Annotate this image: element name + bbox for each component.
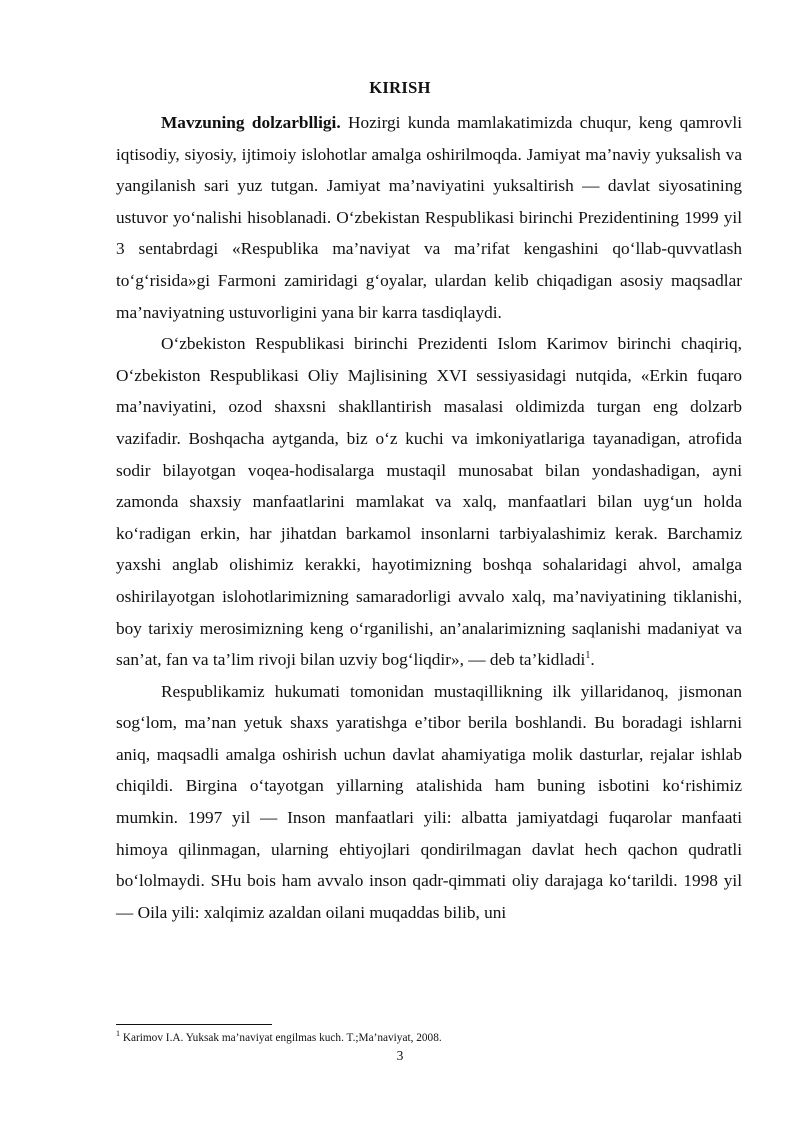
paragraph-karimov-quote [116, 328, 742, 676]
paragraph-text: Respublikamiz hukumati tomonidan mustaqillikning ilk yillaridanoq, jismonan sog‘lom, ma’nan yetuk shaxs yaratishga e’tibor berila boshlandi. Bu boradagi ishlarni aniq, maqsadli amalga oshirish uchun davlat ahamiyatiga molik dasturlar, rejalar ishlab chiqildi. Birgina o‘tayotgan yillarning atalishida ham buning isbotini ko‘rishimiz mumkin. 1997 yil — Inson manfaatlari yili: albatta jamiyatdagi fuqarolar manfaati himoya qilinmagan, ularning ehtiyojlari qondirilmagan davlat hech qachon qudratli bo‘lolmaydi. SHu bois ham avvalo inson qadr-qimmati oliy darajaga ko‘tarildi. 1998 yil — Oila yili: xalqimiz azaldan oilani muqaddas bilib, uni [116, 681, 742, 922]
paragraph-tail: . [590, 650, 595, 670]
paragraph-relevance [116, 107, 742, 328]
paragraph-text: O‘zbekiston Respublikasi birinchi Prezidenti Islom Karimov birinchi chaqiriq, O‘zbekiston Respublikasi Oliy Majlisining XVI sessiyasidagi nutqida, «Erkin fuqaro ma’naviyatini, ozod shaxsni shakllantirish masalasi oldimizda turgan eng dolzarb vazifadir. Boshqacha aytganda, biz o‘z kuchi va imkoniyatlariga tayanadigan, atrofida sodir bilayotgan voqea-hodisalarga mustaqil munosabat bilan yondashadigan, ayni zamonda shaxsiy manfaatlarini mamlakat va xalq, manfaatlari bilan uyg‘un holda ko‘radigan erkin, har jihatdan barkamol insonlarni tarbiyalashimiz kerak. Barchamiz yaxshi anglab olishimiz kerakki, hayotimizning boshqa sohalaridagi ahvol, amalga oshirilayotgan islohotlarimizning samaradorligi avvalo xalq, ma’naviyatining tiklanishi, boy tarixiy merosimizning keng o‘rganilishi, an’analarimizning saqlanishi madaniyat va san’at, fan va ta’lim rivoji bilan uzviy bog‘liqdir», — deb ta’kidladi [116, 334, 742, 670]
paragraph-government [116, 676, 742, 929]
footnote [116, 1031, 742, 1045]
paragraph-lead: Mavzuning dolzarblligi. [161, 113, 341, 132]
section-heading: KIRISH [369, 78, 431, 97]
footnote-text: Karimov I.A. Yuksak ma’naviyat engilmas kuch. T.;Ma’naviyat, 2008. [120, 1032, 442, 1044]
footnote-reference[interactable]: 1 [585, 650, 591, 662]
footnote-number: 1 [116, 1029, 120, 1039]
page-number: 3 [396, 1048, 404, 1063]
body-text [116, 107, 742, 928]
paragraph-text: Hozirgi kunda mamlakatimizda chuqur, keng qamrovli iqtisodiy, siyosiy, ijtimoiy islohotlar amalga oshirilmoqda. Jamiyat ma’naviy yuksalish va yangilanish sari yuz tutgan. Jamiyat ma’naviyatini yuksaltirish — davlat siyosatining ustuvor yo‘nalishi hisoblanadi. O‘zbekistan Respublikasi birinchi Prezidentining 1999 yil 3 sentabrdagi «Respublika ma’naviyat va ma’rifat kengashini qo‘llab-quvvatlash to‘g‘risida»gi Farmoni zamiridagi g‘oyalar, ulardan kelib chiqadigan asosiy maqsadlar ma’naviyatning ustuvorligini yana bir karra tasdiqlaydi. [116, 113, 742, 322]
footnote-divider [116, 1024, 272, 1025]
